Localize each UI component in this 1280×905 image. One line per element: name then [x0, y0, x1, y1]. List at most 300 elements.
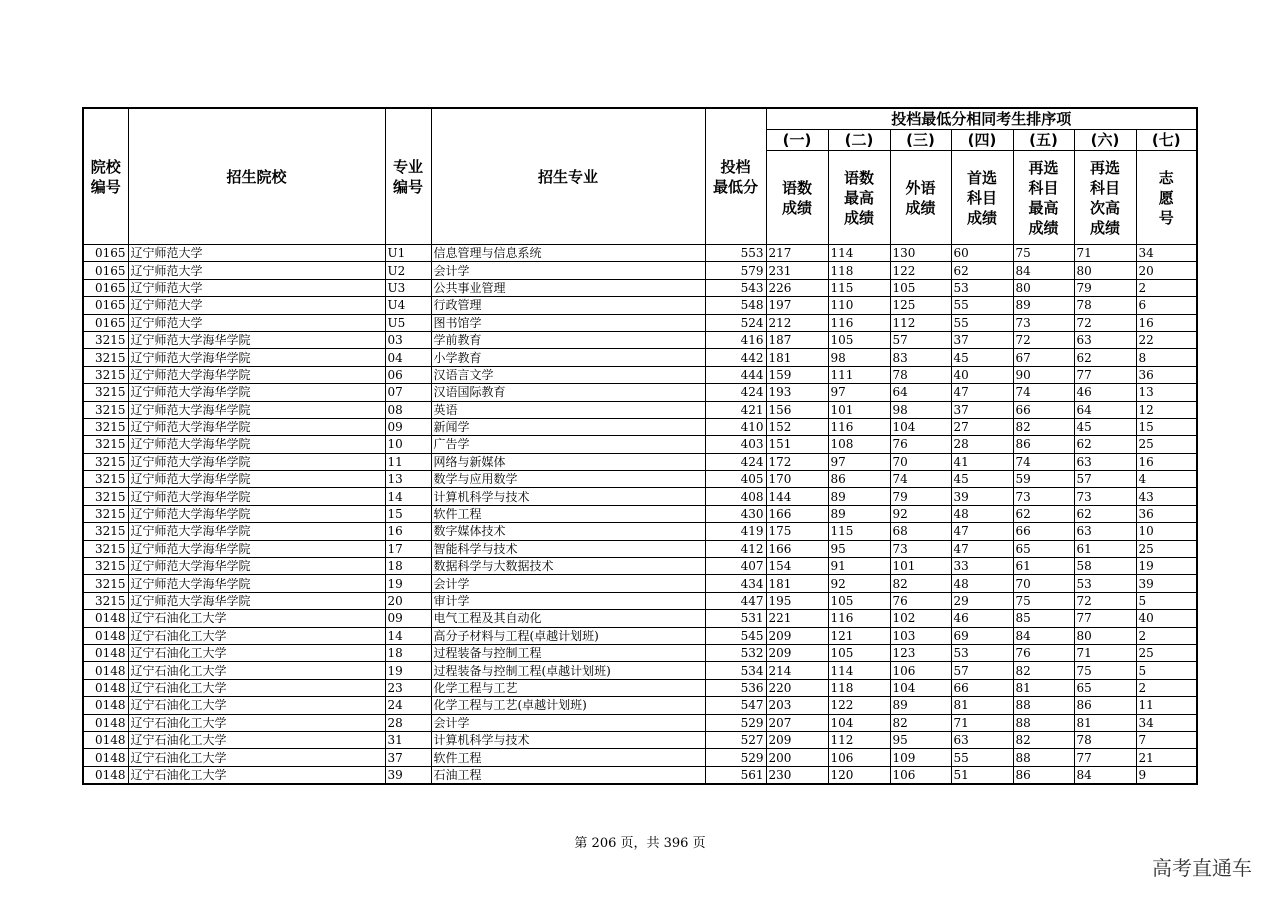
table-row: [83, 627, 1197, 644]
header-tiebreak-label: 语数 最高 成绩: [828, 151, 890, 245]
cell-score-5: 82: [1013, 731, 1074, 748]
cell-major-code: 14: [385, 627, 431, 644]
cell-score-1: 209: [766, 644, 828, 661]
cell-major-name: 学前教育: [431, 331, 705, 348]
cell-score-2: 97: [828, 384, 890, 401]
cell-school-name: 辽宁师范大学海华学院: [128, 505, 385, 522]
cell-school-name: 辽宁师范大学海华学院: [128, 366, 385, 383]
header-school-code: 院校 编号: [83, 108, 128, 245]
cell-score-7: 9: [1136, 766, 1197, 784]
cell-score-1: 144: [766, 488, 828, 505]
cell-score-6: 65: [1074, 679, 1136, 696]
cell-major-name: 化学工程与工艺: [431, 679, 705, 696]
cell-major-code: 07: [385, 384, 431, 401]
cell-min-score: 531: [705, 610, 766, 627]
cell-min-score: 543: [705, 279, 766, 296]
cell-score-3: 95: [890, 731, 951, 748]
cell-score-2: 105: [828, 331, 890, 348]
admission-score-table: [82, 107, 1198, 785]
cell-score-7: 13: [1136, 384, 1197, 401]
cell-major-code: U4: [385, 297, 431, 314]
cell-school-name: 辽宁师范大学海华学院: [128, 331, 385, 348]
cell-score-5: 88: [1013, 697, 1074, 714]
cell-major-name: 信息管理与信息系统: [431, 245, 705, 262]
cell-school-name: 辽宁石油化工大学: [128, 749, 385, 766]
cell-score-3: 123: [890, 644, 951, 661]
cell-school-code: 0148: [83, 610, 128, 627]
cell-score-2: 115: [828, 523, 890, 540]
cell-school-code: 0148: [83, 644, 128, 661]
cell-school-code: 0148: [83, 731, 128, 748]
cell-major-name: 数学与应用数学: [431, 471, 705, 488]
cell-school-name: 辽宁石油化工大学: [128, 679, 385, 696]
table-row: [83, 349, 1197, 366]
cell-score-3: 76: [890, 592, 951, 609]
cell-score-3: 125: [890, 297, 951, 314]
cell-major-name: 汉语言文学: [431, 366, 705, 383]
cell-school-code: 0148: [83, 697, 128, 714]
cell-score-7: 15: [1136, 418, 1197, 435]
cell-score-6: 45: [1074, 418, 1136, 435]
cell-score-4: 45: [951, 471, 1013, 488]
cell-score-4: 71: [951, 714, 1013, 731]
table-row: [83, 436, 1197, 453]
cell-min-score: 529: [705, 749, 766, 766]
cell-score-2: 86: [828, 471, 890, 488]
cell-school-name: 辽宁师范大学: [128, 279, 385, 296]
cell-major-name: 软件工程: [431, 505, 705, 522]
cell-score-3: 83: [890, 349, 951, 366]
cell-score-3: 89: [890, 697, 951, 714]
cell-score-6: 75: [1074, 662, 1136, 679]
cell-score-7: 36: [1136, 366, 1197, 383]
cell-score-2: 112: [828, 731, 890, 748]
table-row: [83, 314, 1197, 331]
cell-school-name: 辽宁石油化工大学: [128, 644, 385, 661]
watermark-text: 高考直通车: [1152, 856, 1252, 880]
cell-min-score: 444: [705, 366, 766, 383]
cell-score-2: 105: [828, 644, 890, 661]
cell-score-4: 47: [951, 384, 1013, 401]
cell-score-6: 81: [1074, 714, 1136, 731]
cell-score-5: 76: [1013, 644, 1074, 661]
cell-score-6: 71: [1074, 644, 1136, 661]
table-row: [83, 540, 1197, 557]
cell-school-name: 辽宁师范大学海华学院: [128, 523, 385, 540]
cell-major-code: U1: [385, 245, 431, 262]
cell-min-score: 424: [705, 453, 766, 470]
cell-major-name: 公共事业管理: [431, 279, 705, 296]
cell-score-6: 78: [1074, 297, 1136, 314]
cell-major-code: 16: [385, 523, 431, 540]
cell-score-2: 89: [828, 505, 890, 522]
cell-score-5: 74: [1013, 453, 1074, 470]
cell-score-6: 72: [1074, 314, 1136, 331]
cell-score-4: 55: [951, 297, 1013, 314]
cell-school-code: 3215: [83, 436, 128, 453]
cell-score-1: 209: [766, 627, 828, 644]
cell-score-7: 2: [1136, 679, 1197, 696]
cell-major-name: 化学工程与工艺(卓越计划班): [431, 697, 705, 714]
cell-score-2: 108: [828, 436, 890, 453]
cell-score-6: 77: [1074, 749, 1136, 766]
cell-score-7: 34: [1136, 714, 1197, 731]
cell-score-7: 25: [1136, 540, 1197, 557]
cell-score-4: 37: [951, 401, 1013, 418]
cell-score-5: 62: [1013, 505, 1074, 522]
cell-score-2: 104: [828, 714, 890, 731]
cell-score-6: 80: [1074, 262, 1136, 279]
cell-score-5: 88: [1013, 749, 1074, 766]
cell-score-7: 19: [1136, 558, 1197, 575]
header-major-code: 专业 编号: [385, 108, 431, 245]
cell-min-score: 447: [705, 592, 766, 609]
cell-score-5: 86: [1013, 436, 1074, 453]
header-tiebreak-num: (五): [1013, 130, 1074, 151]
cell-score-7: 10: [1136, 523, 1197, 540]
cell-major-code: 24: [385, 697, 431, 714]
cell-major-name: 计算机科学与技术: [431, 731, 705, 748]
cell-score-4: 60: [951, 245, 1013, 262]
cell-school-code: 3215: [83, 540, 128, 557]
cell-score-2: 105: [828, 592, 890, 609]
cell-score-5: 86: [1013, 766, 1074, 784]
cell-school-name: 辽宁师范大学海华学院: [128, 453, 385, 470]
cell-score-2: 91: [828, 558, 890, 575]
cell-score-2: 92: [828, 575, 890, 592]
cell-score-5: 75: [1013, 245, 1074, 262]
header-tiebreak-num: (三): [890, 130, 951, 151]
cell-score-2: 111: [828, 366, 890, 383]
cell-score-6: 84: [1074, 766, 1136, 784]
cell-score-6: 61: [1074, 540, 1136, 557]
cell-score-1: 152: [766, 418, 828, 435]
header-school-name: 招生院校: [128, 108, 385, 245]
cell-score-2: 115: [828, 279, 890, 296]
cell-school-name: 辽宁师范大学海华学院: [128, 384, 385, 401]
cell-major-name: 电气工程及其自动化: [431, 610, 705, 627]
cell-score-6: 53: [1074, 575, 1136, 592]
cell-score-6: 62: [1074, 436, 1136, 453]
table-row: [83, 262, 1197, 279]
cell-score-6: 57: [1074, 471, 1136, 488]
cell-score-6: 86: [1074, 697, 1136, 714]
table-row: [83, 523, 1197, 540]
cell-score-2: 121: [828, 627, 890, 644]
cell-school-code: 3215: [83, 523, 128, 540]
cell-school-code: 0148: [83, 679, 128, 696]
table-row: [83, 731, 1197, 748]
cell-major-code: 18: [385, 558, 431, 575]
cell-score-2: 114: [828, 662, 890, 679]
cell-major-name: 审计学: [431, 592, 705, 609]
cell-score-1: 209: [766, 731, 828, 748]
cell-score-4: 33: [951, 558, 1013, 575]
cell-score-1: 220: [766, 679, 828, 696]
cell-score-2: 97: [828, 453, 890, 470]
cell-major-code: 17: [385, 540, 431, 557]
cell-school-code: 0165: [83, 297, 128, 314]
cell-score-1: 181: [766, 349, 828, 366]
cell-min-score: 424: [705, 384, 766, 401]
cell-score-5: 73: [1013, 314, 1074, 331]
cell-major-code: 14: [385, 488, 431, 505]
cell-score-3: 112: [890, 314, 951, 331]
cell-score-3: 130: [890, 245, 951, 262]
cell-score-3: 103: [890, 627, 951, 644]
cell-min-score: 408: [705, 488, 766, 505]
cell-score-1: 159: [766, 366, 828, 383]
cell-min-score: 442: [705, 349, 766, 366]
table-row: [83, 697, 1197, 714]
header-tiebreak-title: 投档最低分相同考生排序项: [766, 108, 1197, 130]
cell-score-3: 70: [890, 453, 951, 470]
page-footer: 第 206 页，共 396 页: [574, 836, 706, 851]
cell-school-name: 辽宁石油化工大学: [128, 766, 385, 784]
cell-score-1: 156: [766, 401, 828, 418]
cell-school-code: 3215: [83, 384, 128, 401]
cell-school-code: 3215: [83, 453, 128, 470]
header-tiebreak-label: 再选 科目 最高 成绩: [1013, 151, 1074, 245]
cell-score-2: 116: [828, 314, 890, 331]
cell-school-name: 辽宁师范大学海华学院: [128, 558, 385, 575]
table-row: [83, 401, 1197, 418]
cell-score-5: 73: [1013, 488, 1074, 505]
cell-score-6: 64: [1074, 401, 1136, 418]
cell-score-4: 48: [951, 505, 1013, 522]
cell-score-6: 71: [1074, 245, 1136, 262]
cell-score-1: 214: [766, 662, 828, 679]
cell-score-2: 95: [828, 540, 890, 557]
cell-school-code: 0148: [83, 766, 128, 784]
cell-school-name: 辽宁师范大学海华学院: [128, 488, 385, 505]
cell-score-7: 8: [1136, 349, 1197, 366]
cell-score-6: 46: [1074, 384, 1136, 401]
cell-score-3: 78: [890, 366, 951, 383]
table-row: [83, 366, 1197, 383]
cell-score-3: 73: [890, 540, 951, 557]
cell-major-code: 09: [385, 610, 431, 627]
table-row: [83, 471, 1197, 488]
cell-score-1: 203: [766, 697, 828, 714]
cell-major-code: 37: [385, 749, 431, 766]
cell-school-name: 辽宁师范大学海华学院: [128, 418, 385, 435]
cell-score-5: 80: [1013, 279, 1074, 296]
cell-score-6: 63: [1074, 523, 1136, 540]
cell-score-2: 98: [828, 349, 890, 366]
cell-major-name: 计算机科学与技术: [431, 488, 705, 505]
cell-school-name: 辽宁师范大学海华学院: [128, 540, 385, 557]
cell-score-1: 181: [766, 575, 828, 592]
table-row: [83, 297, 1197, 314]
cell-school-code: 3215: [83, 505, 128, 522]
cell-min-score: 412: [705, 540, 766, 557]
cell-score-1: 175: [766, 523, 828, 540]
cell-score-3: 76: [890, 436, 951, 453]
cell-score-1: 151: [766, 436, 828, 453]
table-row: [83, 749, 1197, 766]
cell-score-2: 101: [828, 401, 890, 418]
cell-score-4: 63: [951, 731, 1013, 748]
cell-score-7: 7: [1136, 731, 1197, 748]
cell-score-3: 104: [890, 679, 951, 696]
cell-score-1: 231: [766, 262, 828, 279]
table-row: [83, 245, 1197, 262]
cell-school-code: 0148: [83, 714, 128, 731]
cell-score-3: 82: [890, 575, 951, 592]
table-row: [83, 766, 1197, 784]
cell-score-1: 197: [766, 297, 828, 314]
table-row: [83, 610, 1197, 627]
cell-major-name: 新闻学: [431, 418, 705, 435]
cell-score-2: 89: [828, 488, 890, 505]
cell-score-7: 40: [1136, 610, 1197, 627]
cell-score-6: 62: [1074, 349, 1136, 366]
cell-score-6: 80: [1074, 627, 1136, 644]
table-row: [83, 488, 1197, 505]
cell-major-name: 会计学: [431, 714, 705, 731]
cell-score-4: 48: [951, 575, 1013, 592]
cell-score-6: 79: [1074, 279, 1136, 296]
cell-score-7: 36: [1136, 505, 1197, 522]
cell-major-code: 10: [385, 436, 431, 453]
header-tiebreak-label: 再选 科目 次高 成绩: [1074, 151, 1136, 245]
cell-major-code: 09: [385, 418, 431, 435]
cell-score-5: 75: [1013, 592, 1074, 609]
cell-score-7: 4: [1136, 471, 1197, 488]
cell-school-name: 辽宁石油化工大学: [128, 731, 385, 748]
cell-major-name: 会计学: [431, 575, 705, 592]
cell-major-name: 会计学: [431, 262, 705, 279]
cell-score-7: 34: [1136, 245, 1197, 262]
cell-score-2: 114: [828, 245, 890, 262]
cell-score-7: 20: [1136, 262, 1197, 279]
cell-school-code: 3215: [83, 488, 128, 505]
cell-major-name: 英语: [431, 401, 705, 418]
cell-score-6: 77: [1074, 610, 1136, 627]
table-row: [83, 644, 1197, 661]
cell-major-code: 18: [385, 644, 431, 661]
table-row: [83, 453, 1197, 470]
cell-score-4: 40: [951, 366, 1013, 383]
cell-score-4: 55: [951, 314, 1013, 331]
table-row: [83, 662, 1197, 679]
cell-score-3: 68: [890, 523, 951, 540]
cell-score-5: 90: [1013, 366, 1074, 383]
cell-score-4: 39: [951, 488, 1013, 505]
cell-school-code: 0148: [83, 749, 128, 766]
cell-score-1: 187: [766, 331, 828, 348]
cell-score-1: 166: [766, 540, 828, 557]
cell-score-7: 12: [1136, 401, 1197, 418]
cell-major-name: 图书馆学: [431, 314, 705, 331]
cell-min-score: 419: [705, 523, 766, 540]
cell-score-3: 106: [890, 662, 951, 679]
cell-score-1: 193: [766, 384, 828, 401]
cell-score-5: 70: [1013, 575, 1074, 592]
cell-school-name: 辽宁师范大学海华学院: [128, 349, 385, 366]
cell-min-score: 553: [705, 245, 766, 262]
cell-min-score: 407: [705, 558, 766, 575]
table-row: [83, 384, 1197, 401]
cell-score-4: 51: [951, 766, 1013, 784]
cell-score-6: 73: [1074, 488, 1136, 505]
header-tiebreak-num: (六): [1074, 130, 1136, 151]
cell-school-name: 辽宁师范大学海华学院: [128, 575, 385, 592]
cell-score-5: 82: [1013, 418, 1074, 435]
cell-major-code: 11: [385, 453, 431, 470]
cell-score-4: 53: [951, 279, 1013, 296]
cell-school-name: 辽宁师范大学: [128, 297, 385, 314]
cell-major-name: 智能科学与技术: [431, 540, 705, 557]
cell-school-code: 3215: [83, 366, 128, 383]
cell-school-name: 辽宁师范大学海华学院: [128, 401, 385, 418]
cell-score-2: 122: [828, 697, 890, 714]
cell-school-code: 3215: [83, 401, 128, 418]
cell-score-7: 25: [1136, 644, 1197, 661]
cell-score-2: 118: [828, 679, 890, 696]
cell-major-name: 小学教育: [431, 349, 705, 366]
cell-score-3: 74: [890, 471, 951, 488]
cell-score-5: 85: [1013, 610, 1074, 627]
cell-score-1: 200: [766, 749, 828, 766]
cell-score-5: 66: [1013, 523, 1074, 540]
cell-score-4: 29: [951, 592, 1013, 609]
cell-school-code: 3215: [83, 592, 128, 609]
cell-major-name: 石油工程: [431, 766, 705, 784]
cell-score-3: 101: [890, 558, 951, 575]
cell-score-4: 66: [951, 679, 1013, 696]
cell-score-2: 116: [828, 610, 890, 627]
cell-score-1: 226: [766, 279, 828, 296]
cell-score-4: 62: [951, 262, 1013, 279]
header-major-name: 招生专业: [431, 108, 705, 245]
cell-min-score: 548: [705, 297, 766, 314]
cell-school-code: 0148: [83, 662, 128, 679]
cell-school-code: 3215: [83, 331, 128, 348]
cell-min-score: 527: [705, 731, 766, 748]
cell-school-code: 3215: [83, 349, 128, 366]
cell-min-score: 579: [705, 262, 766, 279]
cell-score-5: 61: [1013, 558, 1074, 575]
cell-score-7: 25: [1136, 436, 1197, 453]
cell-score-5: 74: [1013, 384, 1074, 401]
cell-major-code: 31: [385, 731, 431, 748]
cell-score-4: 28: [951, 436, 1013, 453]
cell-min-score: 416: [705, 331, 766, 348]
cell-score-1: 217: [766, 245, 828, 262]
cell-school-code: 3215: [83, 418, 128, 435]
cell-score-3: 79: [890, 488, 951, 505]
cell-min-score: 410: [705, 418, 766, 435]
cell-score-2: 120: [828, 766, 890, 784]
cell-major-name: 行政管理: [431, 297, 705, 314]
cell-score-7: 43: [1136, 488, 1197, 505]
cell-major-code: 03: [385, 331, 431, 348]
cell-score-4: 57: [951, 662, 1013, 679]
cell-school-name: 辽宁石油化工大学: [128, 697, 385, 714]
table-row: [83, 418, 1197, 435]
cell-score-4: 41: [951, 453, 1013, 470]
table-row: [83, 505, 1197, 522]
table-row: [83, 279, 1197, 296]
cell-major-name: 广告学: [431, 436, 705, 453]
cell-score-2: 110: [828, 297, 890, 314]
cell-school-code: 3215: [83, 558, 128, 575]
cell-min-score: 536: [705, 679, 766, 696]
cell-major-name: 高分子材料与工程(卓越计划班): [431, 627, 705, 644]
cell-score-3: 102: [890, 610, 951, 627]
